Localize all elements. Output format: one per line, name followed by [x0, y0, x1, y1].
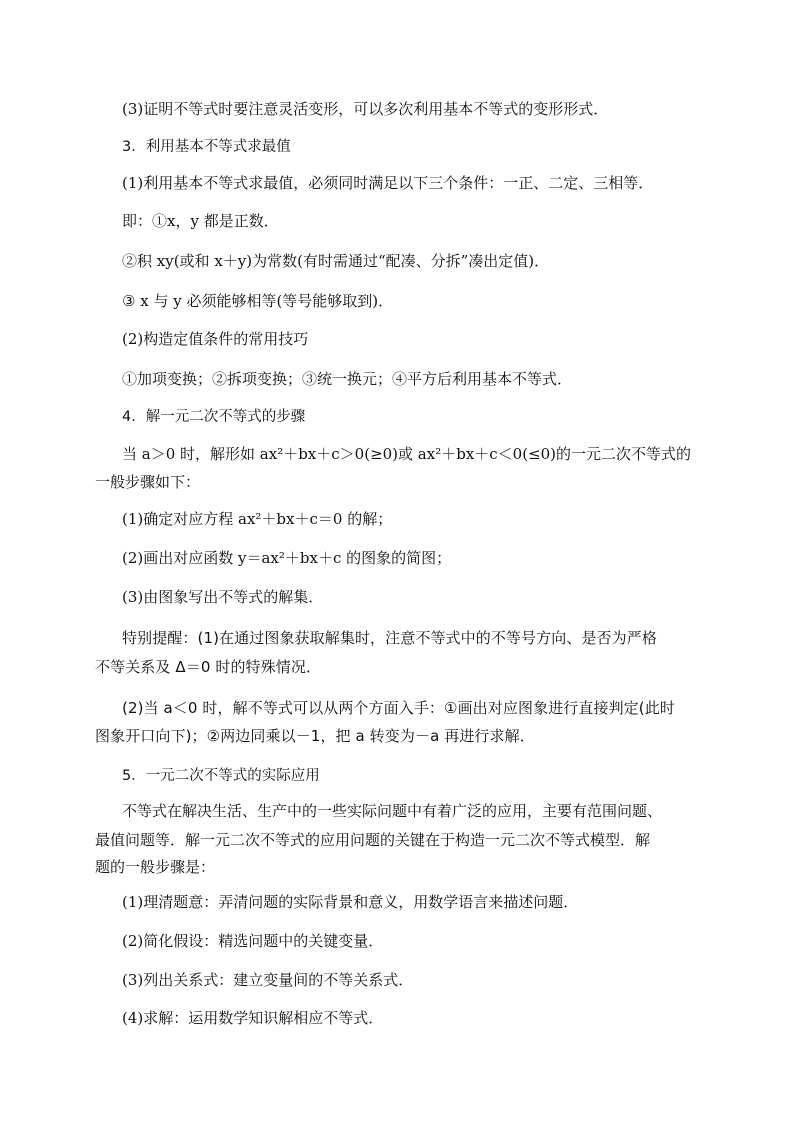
section-heading: 3．利用基本不等式求最值 — [122, 139, 291, 155]
text-line: (3)由图象写出不等式的解集． — [122, 588, 324, 606]
remark-line: 不等关系及 Δ＝0 时的特殊情况． — [95, 658, 322, 676]
section-heading: 5．一元二次不等式的实际应用 — [122, 768, 320, 784]
text-line: ①加项变换；②拆项变换；③统一换元；④平方后利用基本不等式． — [122, 370, 573, 388]
remark-line: 特别提醒：(1)在通过图象获取解集时，注意不等式中的不等号方向、是否为严格 — [122, 629, 657, 647]
text-line: (1)确定对应方程 ax²＋bx＋c＝0 的解； — [122, 510, 393, 528]
text-line: 不等式在解决生活、生产中的一些实际问题中有着广泛的应用，主要有范围问题、 — [122, 802, 663, 820]
text-line: 即：①x，y 都是正数． — [122, 212, 279, 230]
remark-line: (2)当 a＜0 时，解不等式可以从两个方面入手：①画出对应图象进行直接判定(此时 — [122, 699, 675, 717]
text-line: ②积 xy(或和 x＋y)为常数(有时需通过“配凑、分拆”凑出定值)． — [122, 252, 550, 270]
text-line: (3)列出关系式：建立变量间的不等关系式． — [122, 971, 414, 989]
text-line: (3)证明不等式时要注意灵活变形，可以多次利用基本不等式的变形形式． — [122, 100, 609, 118]
text-line: (2)简化假设：精选问题中的关键变量． — [122, 932, 384, 950]
text-line: 一般步骤如下： — [95, 473, 201, 491]
text-line: (2)构造定值条件的常用技巧 — [122, 330, 309, 348]
text-line: 当 a＞0 时，解形如 ax²＋bx＋c＞0(≥0)或 ax²＋bx＋c＜0(≤0)的一元二次不等式的 — [122, 445, 692, 463]
text-line: ③ x 与 y 必须能够相等(等号能够取到)． — [122, 292, 394, 310]
text-line: (1)利用基本不等式求最值，必须同时满足以下三个条件：一正、二定、三相等． — [122, 174, 654, 192]
text-line: 题的一般步骤是： — [95, 858, 216, 876]
section-heading: 4．解一元二次不等式的步骤 — [122, 409, 306, 425]
remark-line: 图象开口向下)；②两边同乘以－1，把 a 转变为－a 再进行求解． — [95, 727, 535, 745]
text-line: (2)画出对应函数 y＝ax²＋bx＋c 的图象的简图； — [122, 549, 452, 567]
text-line: (4)求解：运用数学知识解相应不等式． — [122, 1009, 384, 1027]
text-line: 最值问题等．解一元二次不等式的应用问题的关键在于构造一元二次不等式模型．解 — [95, 831, 651, 849]
text-line: (1)理清题意：弄清问题的实际背景和意义，用数学语言来描述问题． — [122, 893, 579, 911]
